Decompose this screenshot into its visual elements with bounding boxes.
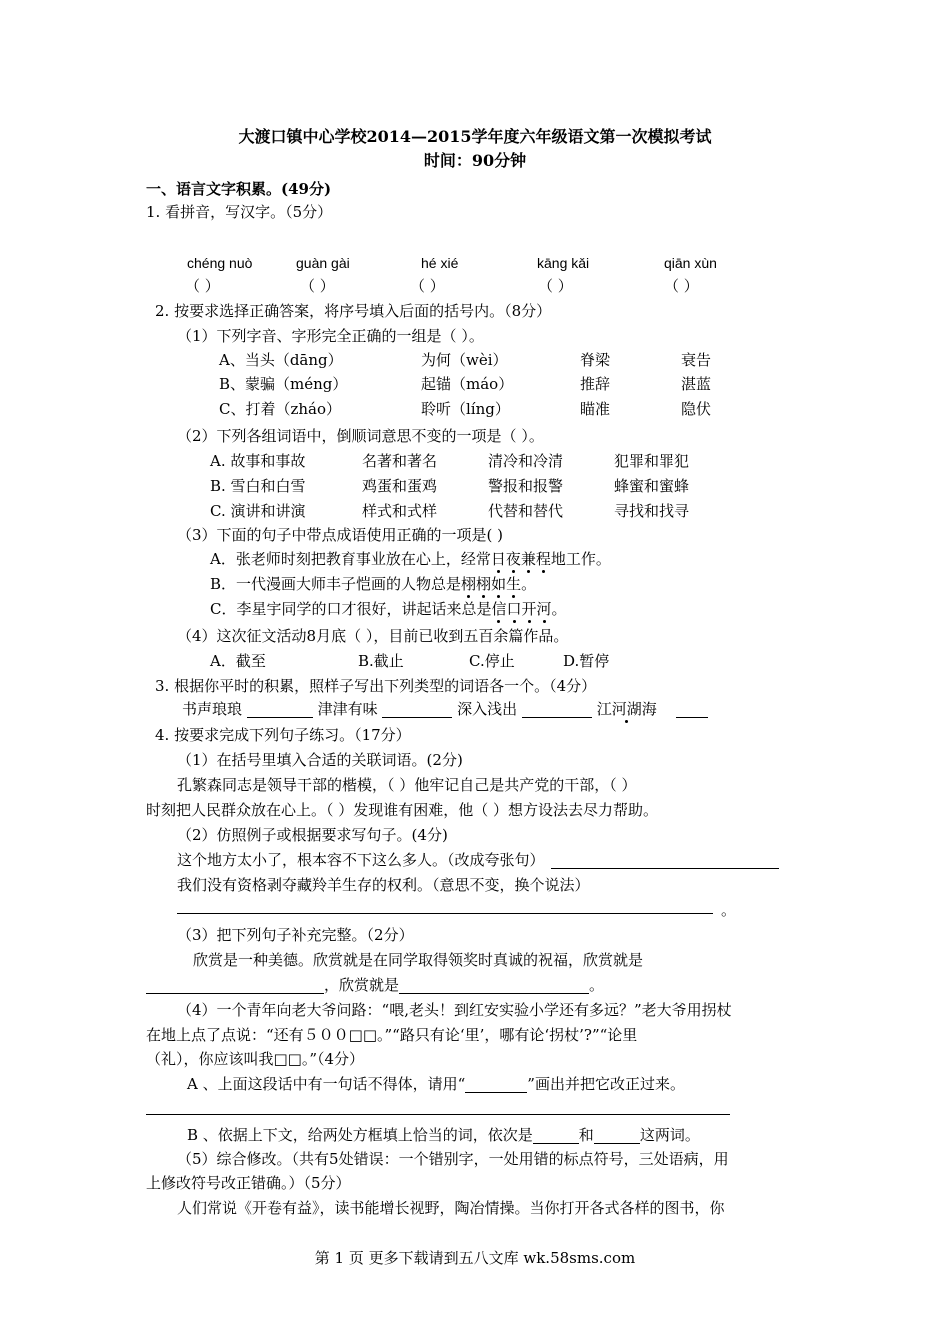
q4-4-part-a: A 、上面这段话中有一句话不得体，请用“ ”画出并把它改正过来。 xyxy=(187,1075,685,1093)
q2-1-option: A、当头（dāng） xyxy=(219,351,343,369)
q4-1-line2: 时刻把人民群众放在心上。（ ）发现谁有困难，他（ ）想方设法去尽力帮助。 xyxy=(146,801,659,819)
q4-4-part-b: B 、依据上下文，给两处方框填上恰当的词，依次是 和 这两词。 xyxy=(187,1126,700,1144)
q2-2-option: 鸡蛋和蛋鸡 xyxy=(362,477,438,495)
q4-2-end: 。 xyxy=(721,901,737,919)
q4-2-line1: 这个地方太小了，根本容不下这么多人。（改成夸张句） xyxy=(177,851,779,869)
q4-text: 4. 按要求完成下列句子练习。（17分） xyxy=(155,726,411,744)
q2-1-option: 隐伏 xyxy=(681,400,712,418)
q2-2-option: 蜂蜜和蜜蜂 xyxy=(614,477,690,495)
q2-2-option: C. 演讲和讲演 xyxy=(210,502,306,520)
q2-4-option: C.停止 xyxy=(469,652,515,670)
q4-4-line3: （礼），你应该叫我□□。”（4分） xyxy=(146,1050,365,1068)
q2-2-option: 样式和式样 xyxy=(362,502,438,520)
pinyin-3: hé xié xyxy=(421,255,459,271)
q4-1-text: （1）在括号里填入合适的关联词语。(2分) xyxy=(177,751,463,769)
q2-1-option: B、蒙骗（méng） xyxy=(219,375,348,393)
answer-line xyxy=(177,913,713,914)
q2-2-option: 寻找和找寻 xyxy=(614,502,690,520)
q4-4-line1: （4）一个青年向老大爷问路：“喂,老头！到红安实验小学还有多远？”老大爷用拐杖 xyxy=(177,1001,732,1019)
q4-5-line1: （5）综合修改。（共有5处错误：一个错别字，一处用错的标点符号，三处语病，用 xyxy=(177,1150,729,1168)
q2-2-option: B. 雪白和白雪 xyxy=(210,477,306,495)
q2-1-option: 起锚（máo） xyxy=(421,375,514,393)
q2-text: 2. 按要求选择正确答案，将序号填入后面的括号内。（8分） xyxy=(155,302,552,320)
q1-text: 1. 看拼音，写汉字。（5分） xyxy=(146,203,333,221)
q2-3-option-a: A．张老师时刻把教育事业放在心上，经常日夜兼程地工作。 xyxy=(210,550,611,568)
q2-4-option: B.截止 xyxy=(358,652,404,670)
q4-2-text: （2）仿照例子或根据要求写句子。(4分) xyxy=(177,826,448,844)
pinyin-1: chéng nuò xyxy=(187,255,253,271)
exam-time: 时间：90分钟 xyxy=(423,151,527,170)
q3-words-row: 书声琅琅 津津有味 深入浅出 江河湖海 xyxy=(182,700,708,718)
q2-1-option: 瞄准 xyxy=(580,400,611,418)
q2-2-option: 名著和著名 xyxy=(362,452,438,470)
section-heading: 一、语言文字积累。(49分) xyxy=(146,180,332,198)
q2-2-text: （2）下列各组词语中，倒顺词意思不变的一项是（ ）。 xyxy=(177,427,544,445)
q2-1-text: （1）下列字音、字形完全正确的一组是（ ）。 xyxy=(177,327,484,345)
q2-4-text: （4）这次征文活动8月底（ ），目前已收到五百余篇作品。 xyxy=(177,627,569,645)
exam-title: 大渡口镇中心学校2014—2015学年度六年级语文第一次模拟考试 xyxy=(238,127,712,146)
q4-5-line2: 上修改符号改正错确。）（5分） xyxy=(146,1174,351,1192)
q2-1-option: 湛蓝 xyxy=(681,375,712,393)
q3-text: 3. 根据你平时的积累，照样子写出下列类型的词语各一个。（4分） xyxy=(155,677,597,695)
page-footer: 第 1 页 更多下载请到五八文库 wk.58sms.com xyxy=(314,1249,636,1267)
q2-1-option: C、打着（zháo） xyxy=(219,400,342,418)
q4-5-line3: 人们常说《开卷有益》，读书能增长视野，陶冶情操。当你打开各式各样的图书，你 xyxy=(177,1199,725,1217)
q4-3-line2: ，欣赏就是 。 xyxy=(146,976,604,994)
answer-line xyxy=(146,1114,730,1115)
q4-1-line1: 孔繁森同志是领导干部的楷模，（ ）他牢记自己是共产党的干部，（ ） xyxy=(177,776,637,794)
q2-3-text: （3）下面的句子中带点成语使用正确的一项是( ) xyxy=(177,526,504,544)
q2-1-option: 聆听（líng） xyxy=(421,400,510,418)
answer-paren-1: （ ） xyxy=(185,277,220,295)
pinyin-4: kāng kǎi xyxy=(537,255,590,271)
q4-3-line1: 欣赏是一种美德。欣赏就是在同学取得领奖时真诚的祝福，欣赏就是 xyxy=(193,951,644,969)
q2-1-option: 衰告 xyxy=(681,351,712,369)
answer-paren-2: （ ） xyxy=(300,277,335,295)
q4-2-line2: 我们没有资格剥夺藏羚羊生存的权利。（意思不变，换个说法） xyxy=(177,876,590,894)
q2-2-option: 警报和报警 xyxy=(488,477,564,495)
q2-2-option: A. 故事和事故 xyxy=(210,452,306,470)
answer-paren-5: （ ） xyxy=(664,277,699,295)
q2-3-option-b: B．一代漫画大师丰子恺画的人物总是栩栩如生。 xyxy=(210,575,537,593)
q4-4-line2: 在地上点了点说：“还有５００□□。”“路只有论‘里’，哪有论‘拐杖’?”“论里 xyxy=(146,1026,638,1044)
answer-paren-3: （ ） xyxy=(410,277,445,295)
q2-2-option: 清冷和冷清 xyxy=(488,452,564,470)
q2-1-option: 为何（wèi） xyxy=(421,351,508,369)
answer-paren-4: （ ） xyxy=(538,277,573,295)
pinyin-2: guàn gài xyxy=(296,255,350,271)
q4-3-text: （3）把下列句子补充完整。（2分） xyxy=(177,926,414,944)
q2-4-option: D.暂停 xyxy=(563,652,610,670)
pinyin-5: qiān xùn xyxy=(664,255,717,271)
q2-1-option: 推辞 xyxy=(580,375,611,393)
q2-4-option: A．截至 xyxy=(210,652,266,670)
q2-3-option-c: C．李星宇同学的口才很好，讲起话来总是信口开河。 xyxy=(210,600,567,618)
q2-1-option: 脊梁 xyxy=(580,351,611,369)
q2-2-option: 代替和替代 xyxy=(488,502,564,520)
q2-2-option: 犯罪和罪犯 xyxy=(614,452,690,470)
